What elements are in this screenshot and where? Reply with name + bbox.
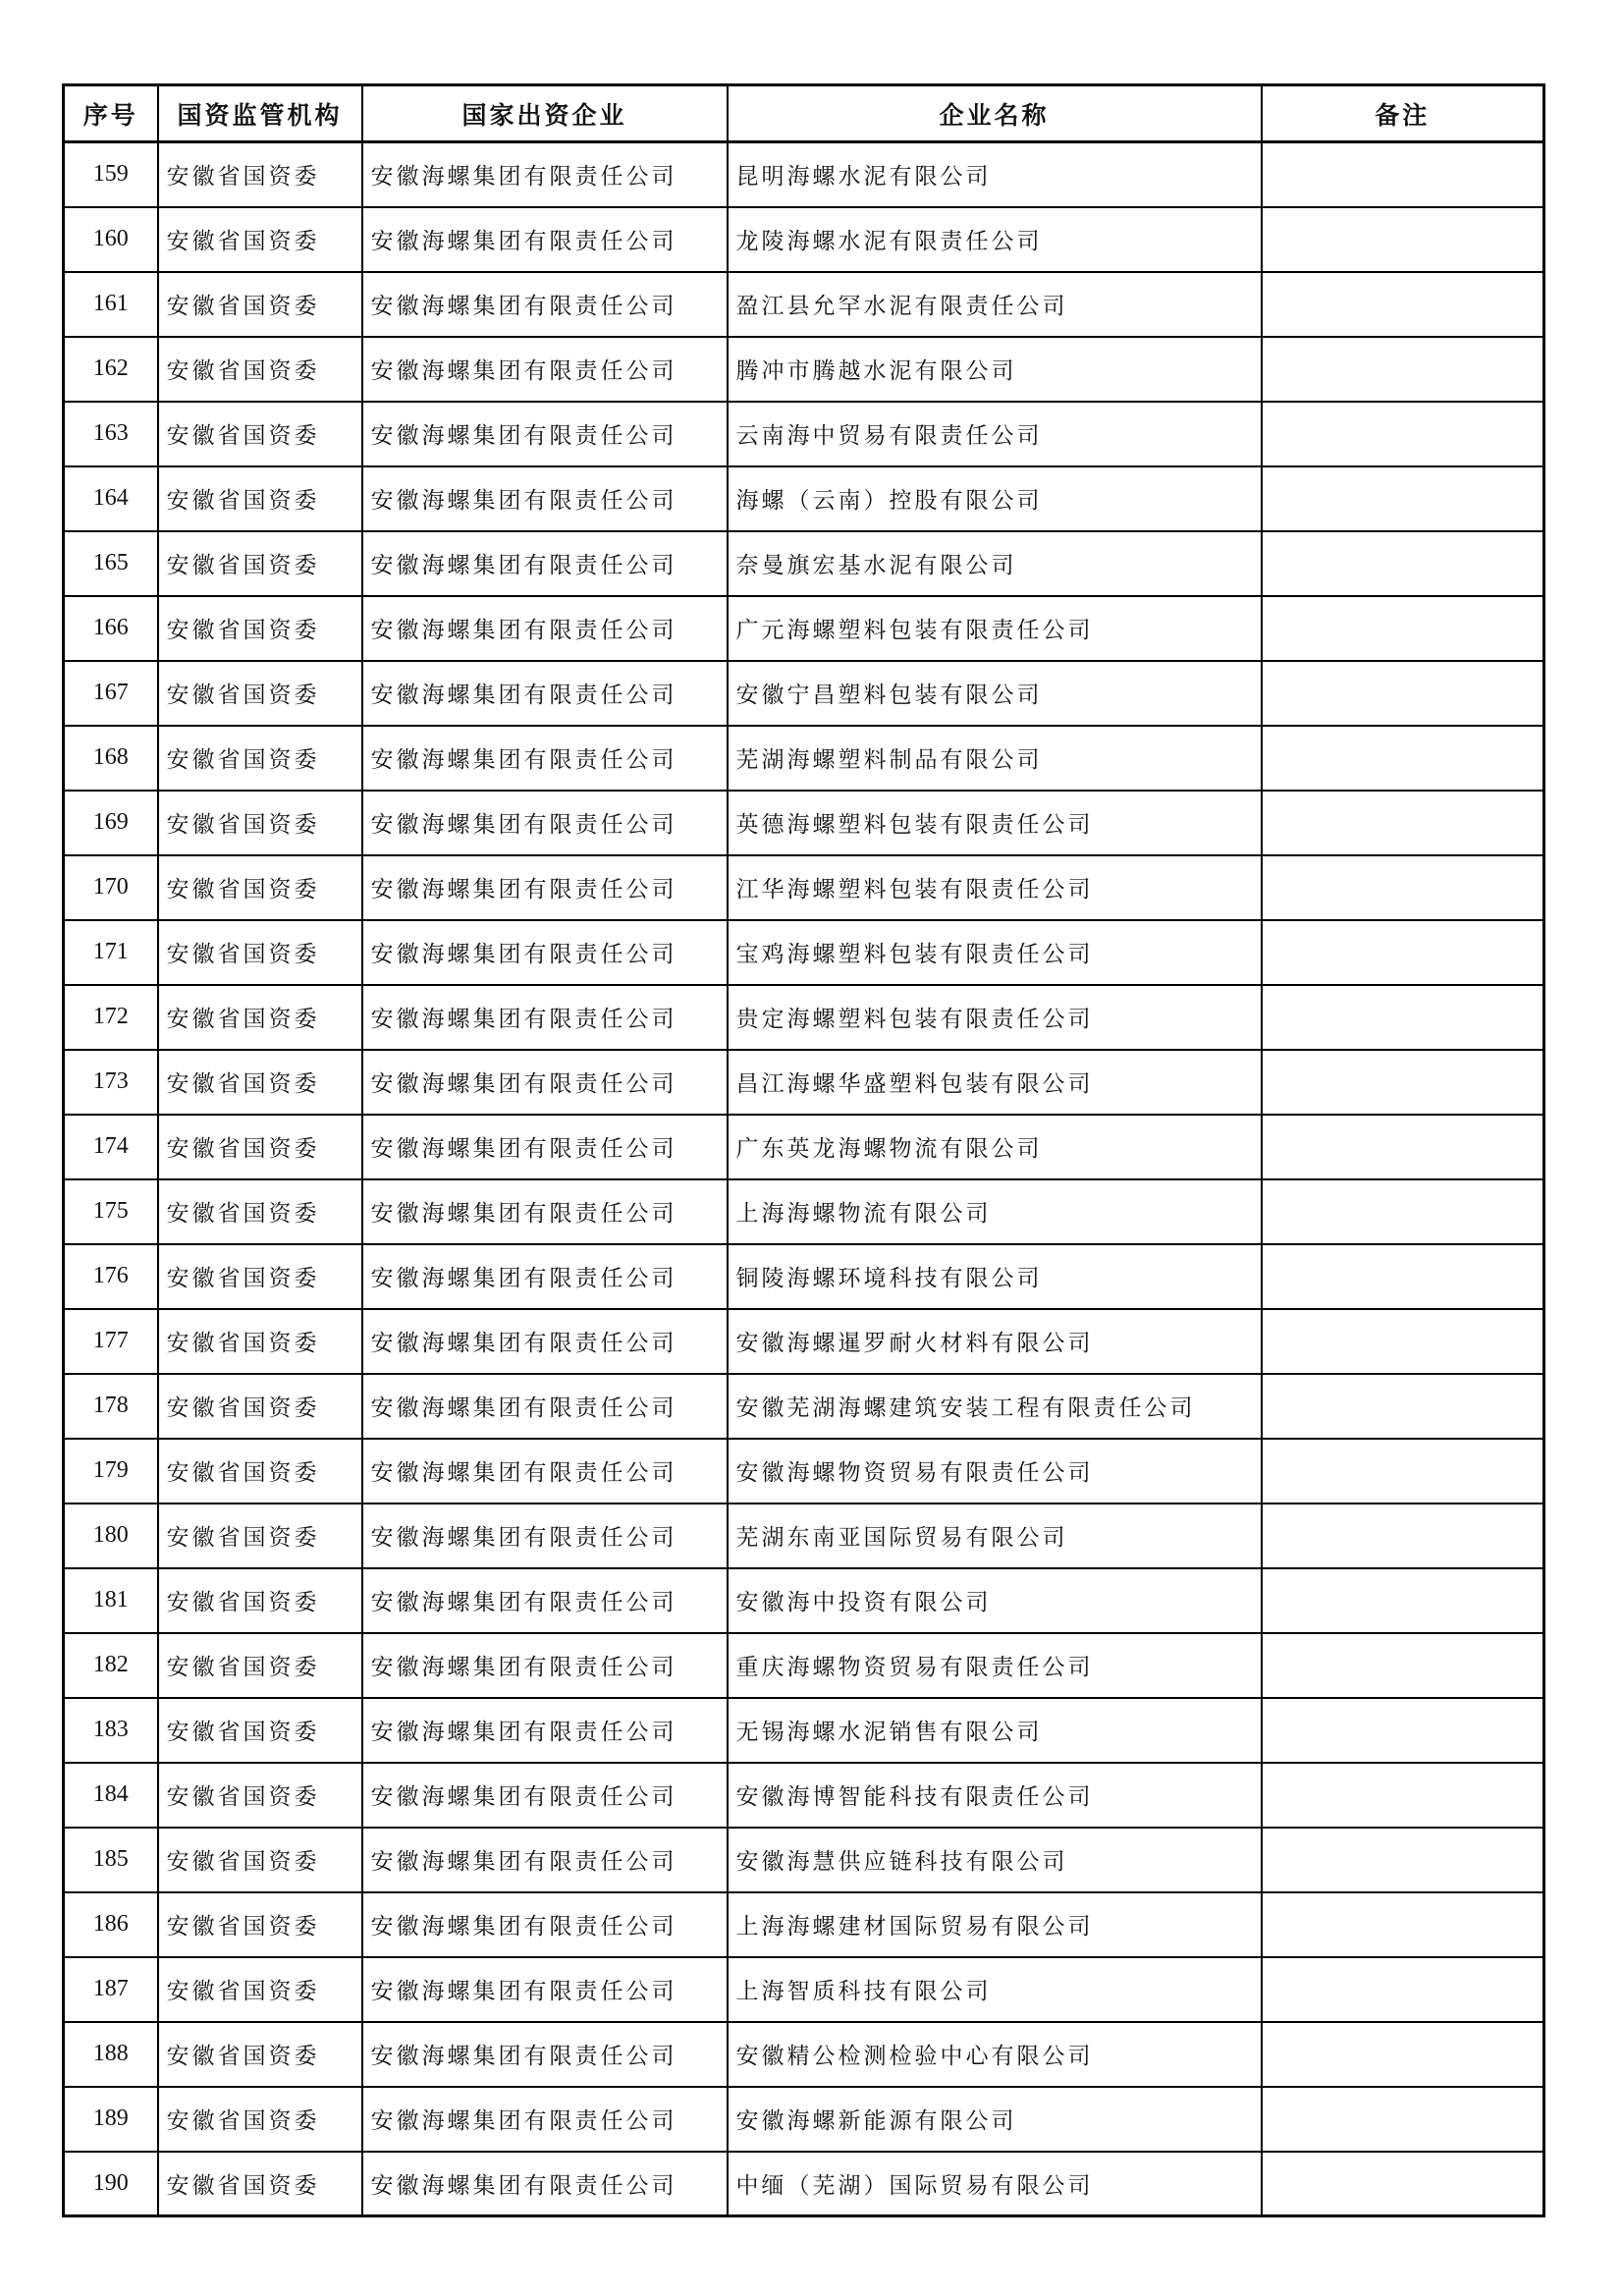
cell-remarks: [1262, 1763, 1544, 1828]
table-row: [64, 661, 1544, 726]
cell-enterprise-name: 上海智质科技有限公司: [728, 1957, 1262, 2022]
cell-remarks: [1262, 2152, 1544, 2216]
cell-remarks: [1262, 920, 1544, 985]
cell-regulator: 安徽省国资委: [158, 1503, 362, 1568]
cell-remarks: [1262, 1050, 1544, 1115]
cell-regulator: 安徽省国资委: [158, 791, 362, 855]
cell-serial-number: 165: [64, 531, 158, 596]
cell-remarks: [1262, 1439, 1544, 1503]
cell-enterprise-name: 奈曼旗宏基水泥有限公司: [728, 531, 1262, 596]
cell-state-funded-enterprise: 安徽海螺集团有限责任公司: [362, 531, 728, 596]
cell-serial-number: 169: [64, 791, 158, 855]
cell-state-funded-enterprise: 安徽海螺集团有限责任公司: [362, 1374, 728, 1439]
cell-regulator: 安徽省国资委: [158, 531, 362, 596]
cell-serial-number: 181: [64, 1568, 158, 1633]
header-serial-number: 序号: [64, 85, 158, 142]
cell-enterprise-name: 安徽海螺物资贸易有限责任公司: [728, 1439, 1262, 1503]
cell-remarks: [1262, 1568, 1544, 1633]
cell-state-funded-enterprise: 安徽海螺集团有限责任公司: [362, 1309, 728, 1374]
table-row: [64, 337, 1544, 402]
cell-regulator: 安徽省国资委: [158, 2152, 362, 2216]
cell-state-funded-enterprise: 安徽海螺集团有限责任公司: [362, 1179, 728, 1244]
cell-remarks: [1262, 466, 1544, 531]
table-row: [64, 1957, 1544, 2022]
cell-state-funded-enterprise: 安徽海螺集团有限责任公司: [362, 272, 728, 337]
table-row: [64, 726, 1544, 791]
cell-regulator: 安徽省国资委: [158, 1439, 362, 1503]
cell-regulator: 安徽省国资委: [158, 1633, 362, 1698]
cell-regulator: 安徽省国资委: [158, 1568, 362, 1633]
table-body: [64, 142, 1544, 2216]
table-row: [64, 1115, 1544, 1179]
cell-remarks: [1262, 661, 1544, 726]
cell-serial-number: 164: [64, 466, 158, 531]
cell-serial-number: 167: [64, 661, 158, 726]
cell-enterprise-name: 贵定海螺塑料包装有限责任公司: [728, 985, 1262, 1050]
cell-state-funded-enterprise: 安徽海螺集团有限责任公司: [362, 1503, 728, 1568]
cell-regulator: 安徽省国资委: [158, 920, 362, 985]
cell-regulator: 安徽省国资委: [158, 1698, 362, 1763]
cell-remarks: [1262, 1244, 1544, 1309]
cell-state-funded-enterprise: 安徽海螺集团有限责任公司: [362, 207, 728, 272]
table-row: [64, 985, 1544, 1050]
cell-regulator: 安徽省国资委: [158, 855, 362, 920]
cell-state-funded-enterprise: 安徽海螺集团有限责任公司: [362, 1633, 728, 1698]
cell-regulator: 安徽省国资委: [158, 1957, 362, 2022]
cell-remarks: [1262, 791, 1544, 855]
cell-serial-number: 175: [64, 1179, 158, 1244]
cell-regulator: 安徽省国资委: [158, 207, 362, 272]
cell-remarks: [1262, 337, 1544, 402]
cell-enterprise-name: 云南海中贸易有限责任公司: [728, 402, 1262, 466]
cell-serial-number: 168: [64, 726, 158, 791]
table-header: [64, 85, 1544, 142]
cell-regulator: 安徽省国资委: [158, 402, 362, 466]
cell-remarks: [1262, 2022, 1544, 2087]
cell-enterprise-name: 龙陵海螺水泥有限责任公司: [728, 207, 1262, 272]
cell-serial-number: 166: [64, 596, 158, 661]
cell-enterprise-name: 安徽海中投资有限公司: [728, 1568, 1262, 1633]
cell-regulator: 安徽省国资委: [158, 1309, 362, 1374]
cell-remarks: [1262, 1828, 1544, 1892]
table-row: [64, 207, 1544, 272]
cell-serial-number: 161: [64, 272, 158, 337]
cell-remarks: [1262, 272, 1544, 337]
table-row: [64, 596, 1544, 661]
table-row: [64, 1698, 1544, 1763]
cell-enterprise-name: 安徽精公检测检验中心有限公司: [728, 2022, 1262, 2087]
cell-regulator: 安徽省国资委: [158, 1179, 362, 1244]
cell-state-funded-enterprise: 安徽海螺集团有限责任公司: [362, 726, 728, 791]
cell-remarks: [1262, 402, 1544, 466]
cell-serial-number: 183: [64, 1698, 158, 1763]
cell-enterprise-name: 安徽海慧供应链科技有限公司: [728, 1828, 1262, 1892]
cell-serial-number: 177: [64, 1309, 158, 1374]
cell-state-funded-enterprise: 安徽海螺集团有限责任公司: [362, 337, 728, 402]
cell-state-funded-enterprise: 安徽海螺集团有限责任公司: [362, 985, 728, 1050]
cell-enterprise-name: 广东英龙海螺物流有限公司: [728, 1115, 1262, 1179]
cell-regulator: 安徽省国资委: [158, 1050, 362, 1115]
cell-state-funded-enterprise: 安徽海螺集团有限责任公司: [362, 1698, 728, 1763]
cell-regulator: 安徽省国资委: [158, 1374, 362, 1439]
table-row: [64, 1892, 1544, 1957]
cell-remarks: [1262, 1892, 1544, 1957]
cell-serial-number: 185: [64, 1828, 158, 1892]
cell-serial-number: 186: [64, 1892, 158, 1957]
cell-enterprise-name: 芜湖海螺塑料制品有限公司: [728, 726, 1262, 791]
cell-enterprise-name: 安徽芜湖海螺建筑安装工程有限责任公司: [728, 1374, 1262, 1439]
table-row: [64, 1503, 1544, 1568]
cell-state-funded-enterprise: 安徽海螺集团有限责任公司: [362, 596, 728, 661]
cell-state-funded-enterprise: 安徽海螺集团有限责任公司: [362, 2022, 728, 2087]
cell-regulator: 安徽省国资委: [158, 1115, 362, 1179]
cell-enterprise-name: 昌江海螺华盛塑料包装有限公司: [728, 1050, 1262, 1115]
cell-enterprise-name: 芜湖东南亚国际贸易有限公司: [728, 1503, 1262, 1568]
cell-regulator: 安徽省国资委: [158, 661, 362, 726]
enterprise-table: [62, 83, 1545, 2217]
table-row: [64, 531, 1544, 596]
cell-state-funded-enterprise: 安徽海螺集团有限责任公司: [362, 1892, 728, 1957]
cell-serial-number: 179: [64, 1439, 158, 1503]
cell-enterprise-name: 中缅（芜湖）国际贸易有限公司: [728, 2152, 1262, 2216]
cell-enterprise-name: 安徽宁昌塑料包装有限公司: [728, 661, 1262, 726]
cell-serial-number: 171: [64, 920, 158, 985]
cell-serial-number: 176: [64, 1244, 158, 1309]
cell-serial-number: 189: [64, 2087, 158, 2152]
cell-state-funded-enterprise: 安徽海螺集团有限责任公司: [362, 661, 728, 726]
cell-remarks: [1262, 1957, 1544, 2022]
cell-serial-number: 162: [64, 337, 158, 402]
cell-enterprise-name: 江华海螺塑料包装有限责任公司: [728, 855, 1262, 920]
cell-regulator: 安徽省国资委: [158, 596, 362, 661]
cell-serial-number: 163: [64, 402, 158, 466]
cell-remarks: [1262, 1309, 1544, 1374]
cell-state-funded-enterprise: 安徽海螺集团有限责任公司: [362, 1568, 728, 1633]
cell-enterprise-name: 宝鸡海螺塑料包装有限责任公司: [728, 920, 1262, 985]
cell-serial-number: 178: [64, 1374, 158, 1439]
cell-enterprise-name: 安徽海螺暹罗耐火材料有限公司: [728, 1309, 1262, 1374]
header-state-funded-enterprise: 国家出资企业: [362, 85, 728, 142]
cell-regulator: 安徽省国资委: [158, 1892, 362, 1957]
table-row: [64, 2152, 1544, 2216]
cell-serial-number: 173: [64, 1050, 158, 1115]
cell-state-funded-enterprise: 安徽海螺集团有限责任公司: [362, 2152, 728, 2216]
cell-remarks: [1262, 1633, 1544, 1698]
cell-regulator: 安徽省国资委: [158, 726, 362, 791]
cell-state-funded-enterprise: 安徽海螺集团有限责任公司: [362, 791, 728, 855]
cell-regulator: 安徽省国资委: [158, 142, 362, 207]
cell-remarks: [1262, 2087, 1544, 2152]
cell-state-funded-enterprise: 安徽海螺集团有限责任公司: [362, 1828, 728, 1892]
cell-serial-number: 170: [64, 855, 158, 920]
cell-enterprise-name: 铜陵海螺环境科技有限公司: [728, 1244, 1262, 1309]
cell-serial-number: 160: [64, 207, 158, 272]
table-row: [64, 855, 1544, 920]
cell-remarks: [1262, 1698, 1544, 1763]
cell-serial-number: 187: [64, 1957, 158, 2022]
cell-state-funded-enterprise: 安徽海螺集团有限责任公司: [362, 1439, 728, 1503]
table-row: [64, 1439, 1544, 1503]
header-regulator: 国资监管机构: [158, 85, 362, 142]
table-row: [64, 1374, 1544, 1439]
table-row: [64, 920, 1544, 985]
cell-remarks: [1262, 207, 1544, 272]
cell-enterprise-name: 无锡海螺水泥销售有限公司: [728, 1698, 1262, 1763]
cell-regulator: 安徽省国资委: [158, 1828, 362, 1892]
cell-state-funded-enterprise: 安徽海螺集团有限责任公司: [362, 402, 728, 466]
cell-state-funded-enterprise: 安徽海螺集团有限责任公司: [362, 920, 728, 985]
cell-serial-number: 182: [64, 1633, 158, 1698]
cell-enterprise-name: 盈江县允罕水泥有限责任公司: [728, 272, 1262, 337]
table-row: [64, 2022, 1544, 2087]
cell-state-funded-enterprise: 安徽海螺集团有限责任公司: [362, 1050, 728, 1115]
cell-remarks: [1262, 1115, 1544, 1179]
table-row: [64, 1568, 1544, 1633]
cell-serial-number: 184: [64, 1763, 158, 1828]
cell-regulator: 安徽省国资委: [158, 337, 362, 402]
cell-enterprise-name: 广元海螺塑料包装有限责任公司: [728, 596, 1262, 661]
cell-enterprise-name: 上海海螺物流有限公司: [728, 1179, 1262, 1244]
cell-remarks: [1262, 142, 1544, 207]
cell-regulator: 安徽省国资委: [158, 1244, 362, 1309]
cell-remarks: [1262, 1503, 1544, 1568]
cell-regulator: 安徽省国资委: [158, 1763, 362, 1828]
cell-regulator: 安徽省国资委: [158, 985, 362, 1050]
table-row: [64, 1244, 1544, 1309]
table-row: [64, 466, 1544, 531]
cell-state-funded-enterprise: 安徽海螺集团有限责任公司: [362, 466, 728, 531]
cell-remarks: [1262, 855, 1544, 920]
cell-state-funded-enterprise: 安徽海螺集团有限责任公司: [362, 1115, 728, 1179]
cell-serial-number: 174: [64, 1115, 158, 1179]
cell-state-funded-enterprise: 安徽海螺集团有限责任公司: [362, 1244, 728, 1309]
cell-remarks: [1262, 1374, 1544, 1439]
cell-serial-number: 159: [64, 142, 158, 207]
cell-remarks: [1262, 726, 1544, 791]
cell-remarks: [1262, 985, 1544, 1050]
cell-serial-number: 180: [64, 1503, 158, 1568]
cell-regulator: 安徽省国资委: [158, 2087, 362, 2152]
cell-remarks: [1262, 1179, 1544, 1244]
cell-regulator: 安徽省国资委: [158, 466, 362, 531]
cell-enterprise-name: 海螺（云南）控股有限公司: [728, 466, 1262, 531]
table-row: [64, 1050, 1544, 1115]
header-remarks: 备注: [1262, 85, 1544, 142]
header-enterprise-name: 企业名称: [728, 85, 1262, 142]
cell-enterprise-name: 昆明海螺水泥有限公司: [728, 142, 1262, 207]
cell-state-funded-enterprise: 安徽海螺集团有限责任公司: [362, 142, 728, 207]
cell-enterprise-name: 重庆海螺物资贸易有限责任公司: [728, 1633, 1262, 1698]
cell-serial-number: 188: [64, 2022, 158, 2087]
table-row: [64, 791, 1544, 855]
table-row: [64, 142, 1544, 207]
table-row: [64, 1828, 1544, 1892]
cell-remarks: [1262, 531, 1544, 596]
cell-enterprise-name: 腾冲市腾越水泥有限公司: [728, 337, 1262, 402]
table-row: [64, 1179, 1544, 1244]
header-row: [64, 85, 1544, 142]
table-row: [64, 1633, 1544, 1698]
cell-remarks: [1262, 596, 1544, 661]
cell-enterprise-name: 安徽海博智能科技有限责任公司: [728, 1763, 1262, 1828]
cell-state-funded-enterprise: 安徽海螺集团有限责任公司: [362, 1957, 728, 2022]
table-row: [64, 402, 1544, 466]
cell-state-funded-enterprise: 安徽海螺集团有限责任公司: [362, 1763, 728, 1828]
cell-enterprise-name: 英德海螺塑料包装有限责任公司: [728, 791, 1262, 855]
cell-serial-number: 190: [64, 2152, 158, 2216]
cell-state-funded-enterprise: 安徽海螺集团有限责任公司: [362, 2087, 728, 2152]
table-row: [64, 1763, 1544, 1828]
cell-enterprise-name: 上海海螺建材国际贸易有限公司: [728, 1892, 1262, 1957]
cell-regulator: 安徽省国资委: [158, 272, 362, 337]
cell-regulator: 安徽省国资委: [158, 2022, 362, 2087]
table-row: [64, 2087, 1544, 2152]
cell-serial-number: 172: [64, 985, 158, 1050]
cell-state-funded-enterprise: 安徽海螺集团有限责任公司: [362, 855, 728, 920]
cell-enterprise-name: 安徽海螺新能源有限公司: [728, 2087, 1262, 2152]
table-row: [64, 272, 1544, 337]
table-row: [64, 1309, 1544, 1374]
